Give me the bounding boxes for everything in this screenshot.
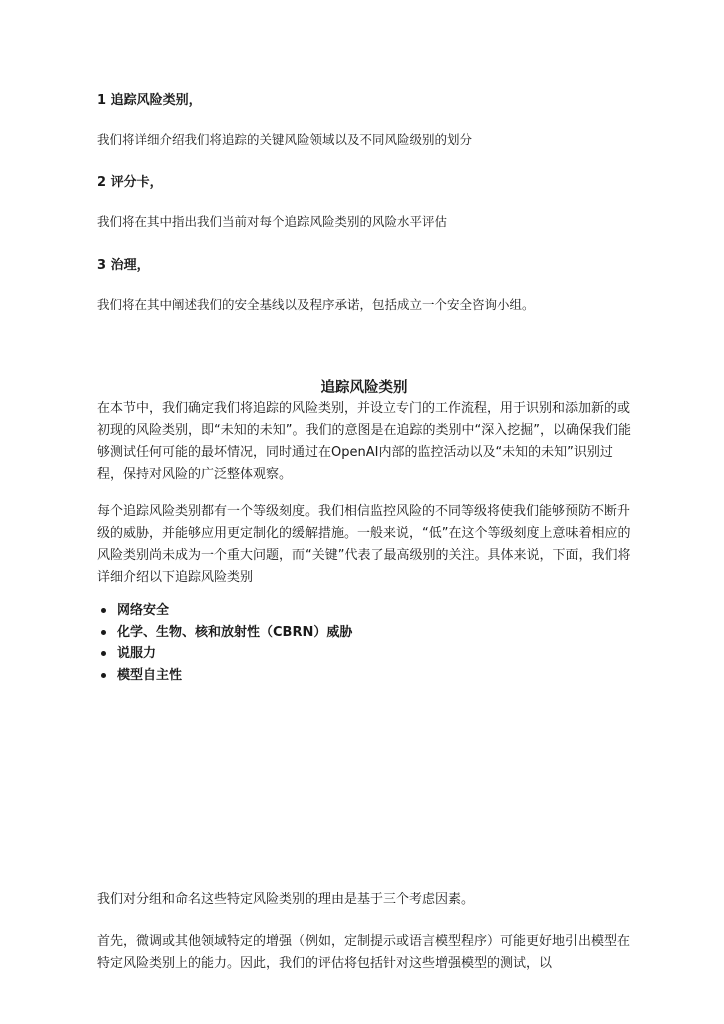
list-item: [97, 643, 352, 665]
first-consideration-paragraph: 首先，微调或其他领域特定的增强（例如，定制提示或语言模型程序）可能更好地引出模型在特定风险类别上的能力。因此，我们的评估将包括针对这些增强模型的测试，以: [97, 934, 631, 971]
section-3-description: 我们将在其中阐述我们的安全基线以及程序承诺，包括成立一个安全咨询小组。: [97, 297, 535, 312]
category-persuasion: 说服力: [117, 646, 157, 661]
category-cbrn: 化学、生物、核和放射性（CBRN）威胁: [117, 624, 353, 640]
section-2-heading: 2 评分卡，: [97, 175, 163, 190]
list-item: [97, 622, 352, 644]
list-item: [97, 600, 352, 622]
list-item: [97, 665, 352, 687]
category-cybersecurity: 网络安全: [117, 603, 170, 618]
section-2-description: 我们将在其中指出我们当前对每个追踪风险类别的风险水平评估: [97, 214, 448, 229]
intro-paragraph: 在本节中，我们确定我们将追踪的风险类别，并设立专门的工作流程，用于识别和添加新的或初现的风险类别，即“未知的未知”。我们的意图是在追踪的类别中“深入挖掘”，以确保我们能够测试任何可能的最坏情况，同时通过在OpenAI内部的监控活动以及“未知的未知”识别过程，保持对风险的广泛整体观察。: [97, 401, 631, 482]
levels-paragraph: 每个追踪风险类别都有一个等级刻度。我们相信监控风险的不同等级将使我们能够预防不断升级的威胁，并能够应用更定制化的缓解措施。一般来说，“低”在这个等级刻度上意味着相应的风险类别尚未成为一个重大问题，而“关键”代表了最高级别的关注。具体来说，下面，我们将详细介绍以下追踪风险类别: [97, 504, 631, 585]
section-3-heading: 3 治理，: [97, 258, 150, 273]
bullet-icon: [101, 651, 106, 656]
bullet-icon: [101, 608, 106, 613]
category-model-autonomy: 模型自主性: [117, 667, 183, 683]
risk-category-list: [97, 600, 352, 686]
section-1-heading: 1 追踪风险类别，: [97, 93, 202, 108]
grouping-paragraph: 我们对分组和命名这些特定风险类别的理由是基于三个考虑因素。: [97, 892, 475, 907]
bullet-icon: [101, 673, 106, 678]
bullet-icon: [101, 630, 106, 635]
tracked-risk-categories-title: 追踪风险类别: [320, 380, 408, 396]
section-1-description: 我们将详细介绍我们将追踪的关键风险领域以及不同风险级别的划分: [97, 132, 473, 147]
